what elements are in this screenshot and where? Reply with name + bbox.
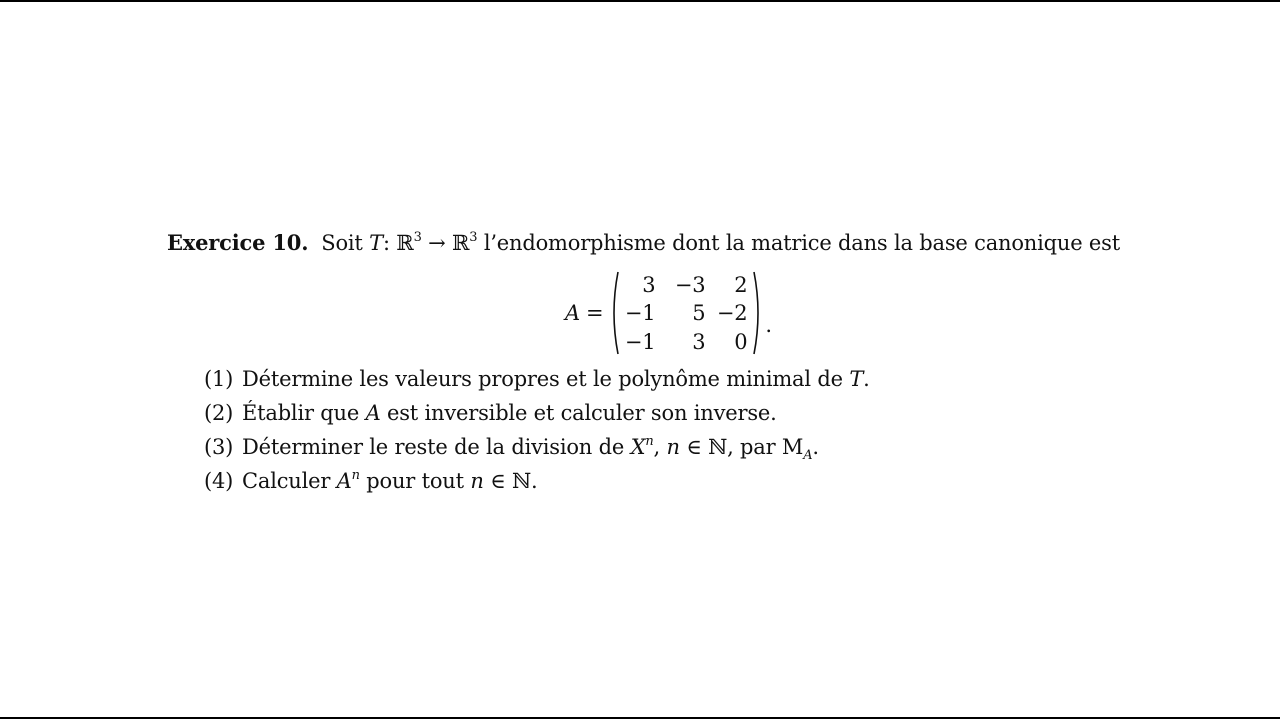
- question-text: [242, 398, 777, 428]
- question-text-part: n: [351, 468, 360, 483]
- question-text-part: X: [630, 435, 646, 459]
- question-item: [204, 464, 870, 498]
- right-parenthesis: [753, 271, 763, 355]
- question-text-part: T: [849, 367, 864, 391]
- matrix-equation: [565, 268, 772, 358]
- matrix-entry: 5: [692, 301, 706, 325]
- question-text-part: est inversible et calculer son inverse.: [380, 401, 777, 425]
- matrix-entry: 3: [692, 329, 706, 354]
- question-item: [204, 362, 870, 396]
- codomain-exponent: 3: [469, 230, 478, 245]
- left-parenthesis: [609, 271, 619, 355]
- matrix-entry: −3: [674, 272, 706, 297]
- bottom-border-line: [0, 717, 1280, 719]
- question-text-part: ,: [653, 435, 667, 459]
- map-name: T: [369, 231, 383, 255]
- question-number: (4): [204, 469, 234, 493]
- question-text: [242, 432, 819, 462]
- matrix-entries: [619, 270, 753, 356]
- equals-sign: =: [585, 301, 604, 325]
- question-number: (2): [204, 401, 234, 425]
- question-text-part: ∈ ℕ, par M: [679, 435, 804, 459]
- question-text-part: A: [803, 448, 813, 464]
- matrix-entry: −1: [624, 329, 656, 354]
- question-number: (3): [204, 435, 234, 459]
- top-border-line: [0, 0, 1280, 2]
- exercise-statement: [167, 228, 1267, 258]
- question-text-part: Calculer: [242, 469, 337, 493]
- map-signature: : ℝ: [382, 231, 414, 255]
- question-text-part: A: [336, 469, 352, 493]
- statement-rest: l’endomorphisme dont la matrice dans la base canonique est: [483, 231, 1120, 255]
- question-text-part: pour tout: [359, 469, 471, 493]
- matrix-entry: 0: [734, 329, 748, 354]
- matrix-period: .: [765, 313, 772, 337]
- matrix-entry: −2: [716, 301, 748, 325]
- question-text-part: Déterminer le reste de la division de: [242, 435, 631, 459]
- soit-word: Soit: [321, 231, 363, 255]
- domain-exponent: 3: [413, 230, 422, 245]
- question-text-part: ∈ ℕ.: [483, 469, 538, 493]
- question-text-part: Établir que: [242, 401, 366, 425]
- question-text-part: .: [863, 367, 870, 391]
- question-text: [242, 466, 537, 496]
- question-list: [204, 362, 870, 498]
- matrix-name: A: [565, 301, 580, 325]
- matrix-entry: 3: [642, 272, 656, 297]
- question-text-part: n: [645, 434, 654, 449]
- exercise-title: Exercice 10.: [167, 230, 309, 255]
- question-number: (1): [204, 367, 234, 391]
- question-text-part: .: [812, 435, 819, 459]
- question-item: [204, 396, 870, 430]
- question-item: [204, 430, 870, 464]
- question-text-part: n: [470, 469, 484, 493]
- question-text-part: n: [666, 435, 680, 459]
- matrix-entry: −1: [624, 301, 656, 325]
- exercise-block: [167, 228, 1267, 493]
- question-text: [242, 364, 870, 394]
- matrix-entry: 2: [734, 272, 748, 297]
- question-text-part: A: [365, 401, 381, 425]
- map-arrow: → ℝ: [421, 231, 470, 255]
- question-text-part: Détermine les valeurs propres et le polynôme minimal de: [242, 367, 850, 391]
